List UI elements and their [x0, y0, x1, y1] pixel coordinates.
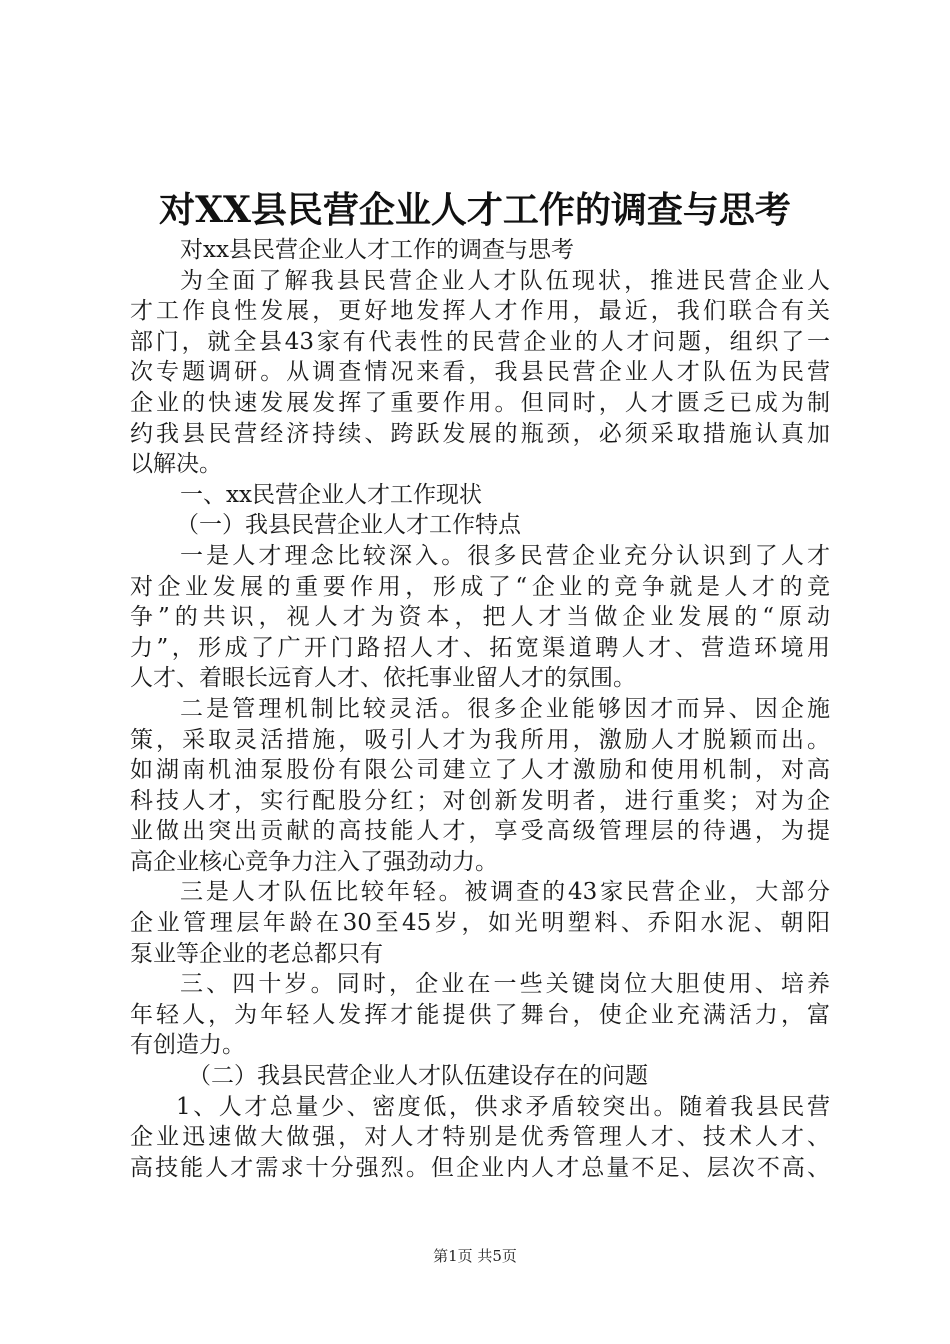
text-line: 企业迅速做大做强，对人才特别是优秀管理人才、技术人才、 [130, 1124, 830, 1151]
text-line: 三、四十岁。同时，企业在一些关键岗位大胆使用、培养 [180, 971, 830, 998]
text-line: 争”的共识，视人才为资本，把人才当做企业发展的“原动 [130, 604, 830, 631]
text-line: 高企业核心竞争力注入了强劲动力。 [130, 848, 498, 875]
text-line: 人才、着眼长远育人才、依托事业留人才的氛围。 [130, 665, 636, 692]
text-line: 才工作良性发展，更好地发挥人才作用，最近，我们联合有关 [130, 298, 830, 325]
text-line: 部门，就全县43家有代表性的民营企业的人才问题，组织了一 [130, 328, 830, 355]
text-line: 企业的快速发展发挥了重要作用。但同时，人才匮乏已成为制 [130, 389, 830, 416]
text-line: 业做出突出贡献的高技能人才，享受高级管理层的待遇，为提 [130, 818, 830, 845]
text-line: 泵业等企业的老总都只有 [130, 940, 383, 967]
text-line: 二是管理机制比较灵活。很多企业能够因才而异、因企施 [180, 695, 830, 722]
text-line: 约我县民营经济持续、跨跃发展的瓶颈，必须采取措施认真加 [130, 420, 830, 447]
text-line: 一、xx民营企业人才工作现状 [180, 481, 482, 508]
text-line: 如湖南机油泵股份有限公司建立了人才激励和使用机制，对高 [130, 757, 830, 784]
text-line: （一）我县民营企业人才工作特点 [176, 512, 521, 539]
text-line: 策，采取灵活措施，吸引人才为我所用，激励人才脱颖而出。 [130, 726, 830, 753]
text-line: 力”，形成了广开门路招人才、拓宽渠道聘人才、营造环境用 [130, 634, 830, 661]
text-line: 有创造力。 [130, 1032, 245, 1059]
document-title: 对XX县民营企业人才工作的调查与思考 [159, 189, 791, 231]
text-line: 次专题调研。从调查情况来看，我县民营企业人才队伍为民营 [130, 359, 830, 386]
page-footer: 第1页 共5页 [433, 1247, 517, 1265]
text-line: 以解决。 [130, 451, 222, 478]
text-line: 对企业发展的重要作用，形成了“企业的竞争就是人才的竞 [130, 573, 830, 600]
text-line: 一是人才理念比较深入。很多民营企业充分认识到了人才 [180, 542, 830, 569]
text-line: 三是人才队伍比较年轻。被调查的43家民营企业，大部分 [180, 879, 830, 906]
text-line: 对xx县民营企业人才工作的调查与思考 [180, 237, 574, 263]
text-line: 年轻人，为年轻人发挥才能提供了舞台，使企业充满活力，富 [130, 1001, 830, 1028]
text-line: 企业管理层年龄在30至45岁，如光明塑料、乔阳水泥、朝阳 [130, 910, 830, 937]
text-line: 科技人才，实行配股分红；对创新发明者，进行重奖；对为企 [130, 787, 830, 814]
text-line: （二）我县民营企业人才队伍建设存在的问题 [188, 1063, 648, 1090]
text-line: 1、人才总量少、密度低，供求矛盾较突出。随着我县民营 [176, 1093, 830, 1120]
text-line: 为全面了解我县民营企业人才队伍现状，推进民营企业人 [180, 267, 830, 294]
text-line: 高技能人才需求十分强烈。但企业内人才总量不足、层次不高、 [130, 1154, 830, 1181]
document-body [130, 235, 830, 1183]
